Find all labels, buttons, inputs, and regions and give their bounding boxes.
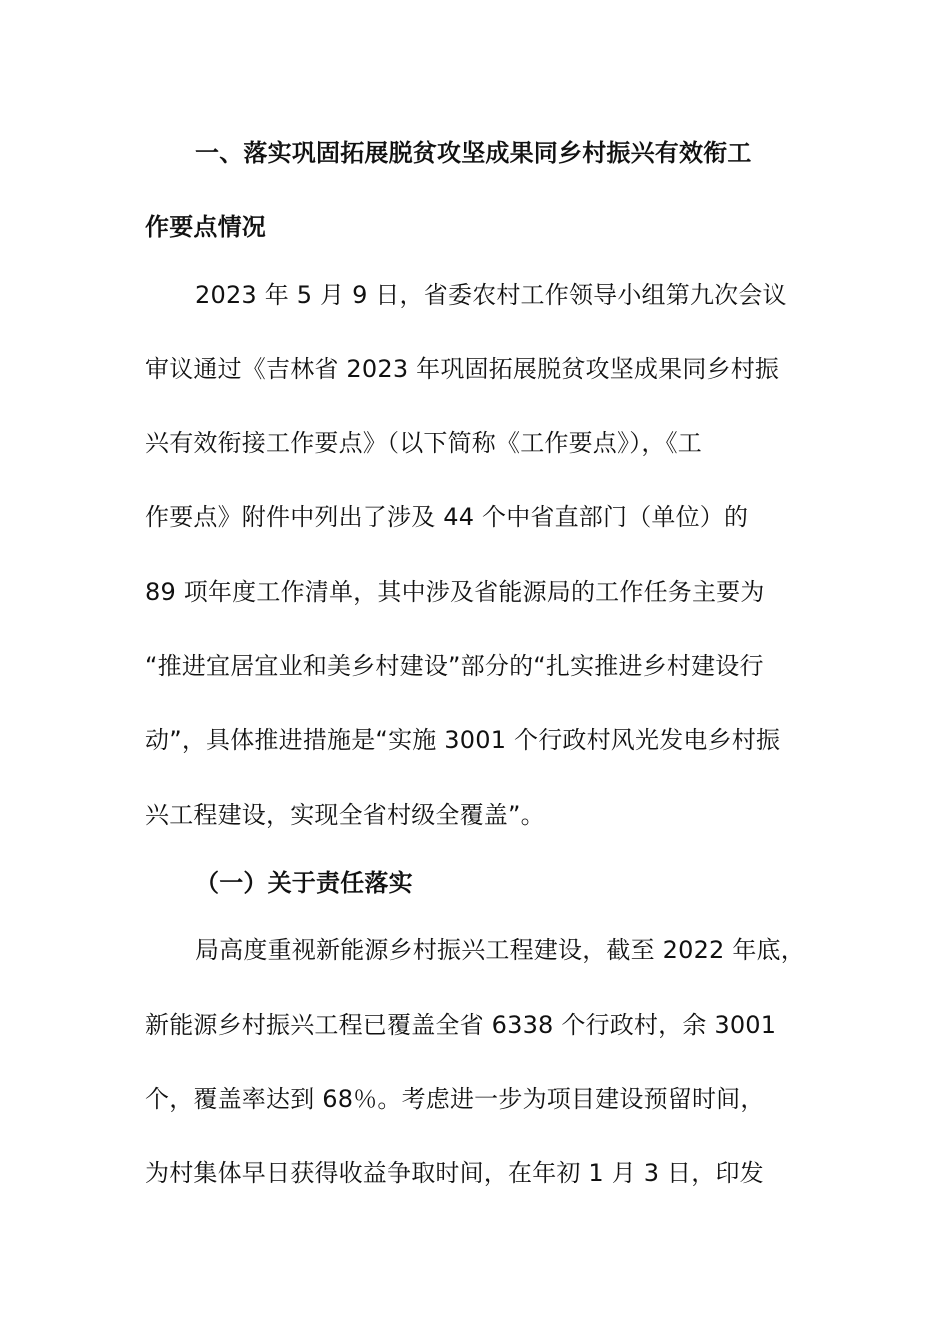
paragraph-1-line-1: 2023 年 5 月 9 日，省委农村工作领导小组第九次会议 bbox=[195, 281, 787, 309]
paragraph-1-line-5: 89 项年度工作清单，其中涉及省能源局的工作任务主要为 bbox=[145, 578, 765, 606]
paragraph-1-line-8: 兴工程建设，实现全省村级全覆盖”。 bbox=[145, 801, 545, 829]
paragraph-2-line-1: 局高度重视新能源乡村振兴工程建设，截至 2022 年底， bbox=[195, 936, 805, 964]
section-heading-line-2: 作要点情况 bbox=[145, 213, 266, 241]
paragraph-1-line-6: “推进宜居宜业和美乡村建设”部分的“扎实推进乡村建设行 bbox=[145, 652, 764, 680]
subsection-heading: （一）关于责任落实 bbox=[195, 869, 413, 897]
paragraph-1-line-4: 作要点》附件中列出了涉及 44 个中省直部门（单位）的 bbox=[145, 503, 749, 531]
paragraph-2-line-4: 为村集体早日获得收益争取时间，在年初 1 月 3 日，印发 bbox=[145, 1159, 764, 1187]
section-heading-line-1: 一、落实巩固拓展脱贫攻坚成果同乡村振兴有效衔工 bbox=[195, 139, 752, 167]
paragraph-2-line-2: 新能源乡村振兴工程已覆盖全省 6338 个行政村，余 3001 bbox=[145, 1011, 777, 1039]
paragraph-2-line-3: 个，覆盖率达到 68％。考虑进一步为项目建设预留时间， bbox=[145, 1085, 765, 1113]
paragraph-1-line-7: 动”，具体推进措施是“实施 3001 个行政村风光发电乡村振 bbox=[145, 726, 781, 754]
paragraph-1-line-2: 审议通过《吉林省 2023 年巩固拓展脱贫攻坚成果同乡村振 bbox=[145, 355, 780, 383]
paragraph-1-line-3: 兴有效衔接工作要点》（以下简称《工作要点》），《工 bbox=[145, 429, 702, 457]
